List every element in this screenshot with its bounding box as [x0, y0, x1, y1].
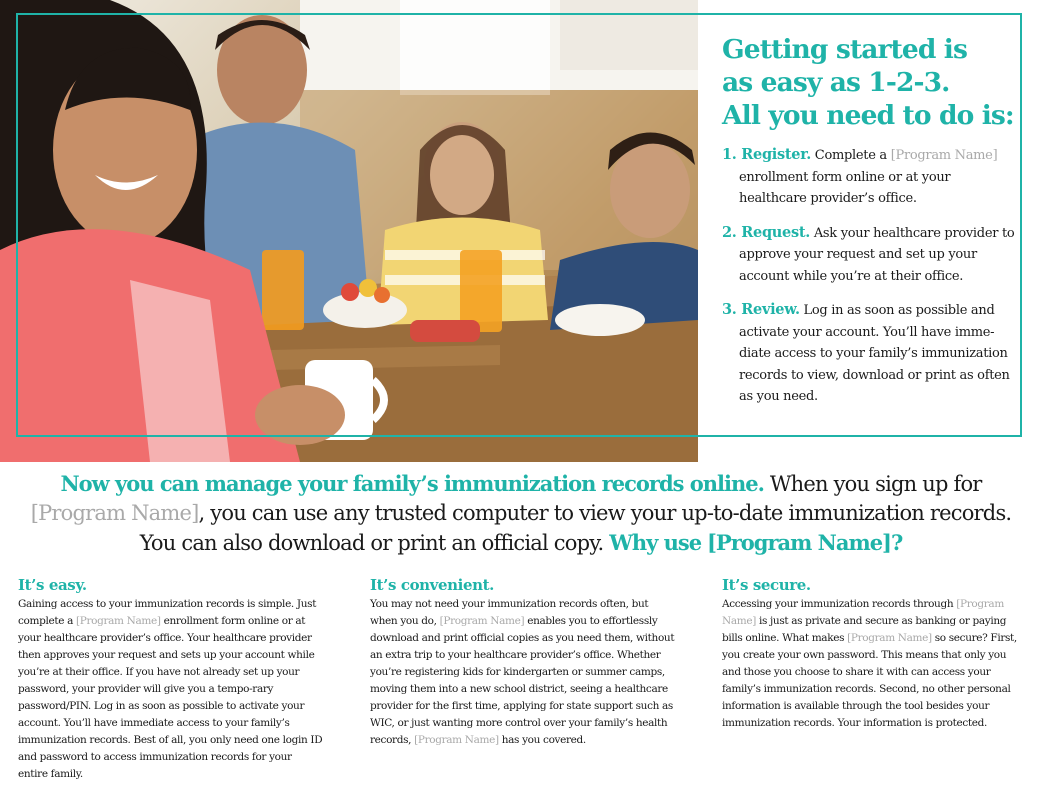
easy-title: It’s easy.	[18, 576, 87, 594]
program-name-placeholder: [Program Name]	[722, 598, 1004, 627]
secure-title: It’s secure.	[722, 576, 811, 594]
secure-text-3: so secure? First, you create your own password. This means that only you and those you choose to share it with can access your family’s immunization records. Second, no other personal information is available through the tool besides your immunization records. Your information is protected.	[722, 632, 1017, 729]
step-review-text: Log in as soon as possible and activate your account. You’ll have imme-diate access to your family’s immunization records to view, download or print as often as you need.	[739, 303, 1010, 404]
secure-text-2: is just as private and secure as banking or paying bills online. What makes	[722, 615, 1007, 644]
program-name-placeholder: [Program Name]	[706, 530, 891, 555]
step-register	[722, 144, 1020, 210]
easy-text-1: Gaining access to your immunization records is simple. Just complete a	[18, 598, 317, 627]
step-request-title: 2. Request.	[722, 223, 810, 241]
step-request-text: Ask your healthcare provider to approve your request and set up your account while you’re at their office.	[739, 225, 1015, 284]
headline-line-2: as easy as 1-2-3.	[722, 67, 950, 98]
column-secure	[722, 574, 1022, 732]
secure-body	[722, 596, 1022, 732]
program-name-placeholder: [Program Name]	[75, 615, 161, 627]
convenient-title: It’s convenient.	[370, 576, 494, 594]
convenient-text-3: has you covered.	[501, 734, 586, 746]
program-name-placeholder: [Program Name]	[30, 501, 199, 525]
why-use-prefix: Why use	[609, 530, 702, 555]
convenient-text-2: enables you to effortlessly download and print official copies as you need them, without an extra trip to your healthcare provider’s office. Whether you’re registering kids for kindergarten or summer camps, moving them into a new school district, seeing a healthcare provider for the first time, applying for state support such as WIC, or just wanting more control over your family’s health records,	[370, 615, 675, 746]
step-review-title: 3. Review.	[722, 301, 800, 318]
intro-lead: Now you can manage your family’s immunization records online.	[60, 471, 764, 496]
step-register-text-after: enrollment form online or at your healthcare provider’s office.	[739, 169, 951, 206]
secure-text-1: Accessing your immunization records through	[722, 598, 954, 610]
column-easy	[18, 574, 323, 783]
intro-paragraph	[10, 469, 1032, 558]
getting-started-panel	[722, 33, 1020, 420]
step-register-title: 1. Register.	[722, 146, 811, 163]
program-name-placeholder: [Program Name]	[847, 632, 932, 644]
headline-line-3: All you need to do is:	[722, 100, 1014, 131]
step-request	[722, 222, 1020, 288]
column-convenient	[370, 574, 675, 749]
why-use-suffix: ?	[891, 530, 903, 555]
convenient-text-1: You may not need your immunization records often, but when you do,	[370, 598, 649, 627]
step-review	[722, 299, 1020, 408]
intro-part-2: , you can use any trusted computer to view your up-to-date immunization records. You can also download or print an official copy.	[139, 501, 1012, 555]
step-register-text-before: Complete a	[814, 148, 887, 163]
easy-text-2: enrollment form online or at your healthcare provider’s office. Your healthcare provider then approves your request and sets up your account while you’re at their office. If you have not already set up your password, your provider will give you a tempo-rary password/PIN. Log in as soon as possible to activate your account. You’ll have immediate access to your family’s immunization records. Best of all, you only need one login ID and password to access immunization records for your entire family.	[18, 615, 323, 780]
intro-part-1: When you sign up for	[769, 472, 982, 496]
program-name-placeholder: [Program Name]	[414, 734, 499, 746]
getting-started-headline	[722, 33, 1020, 132]
program-name-placeholder: [Program Name]	[890, 148, 998, 163]
convenient-body	[370, 596, 675, 749]
steps-list	[722, 144, 1020, 408]
easy-body	[18, 596, 323, 783]
headline-line-1: Getting started is	[722, 34, 967, 65]
program-name-placeholder: [Program Name]	[439, 615, 525, 627]
